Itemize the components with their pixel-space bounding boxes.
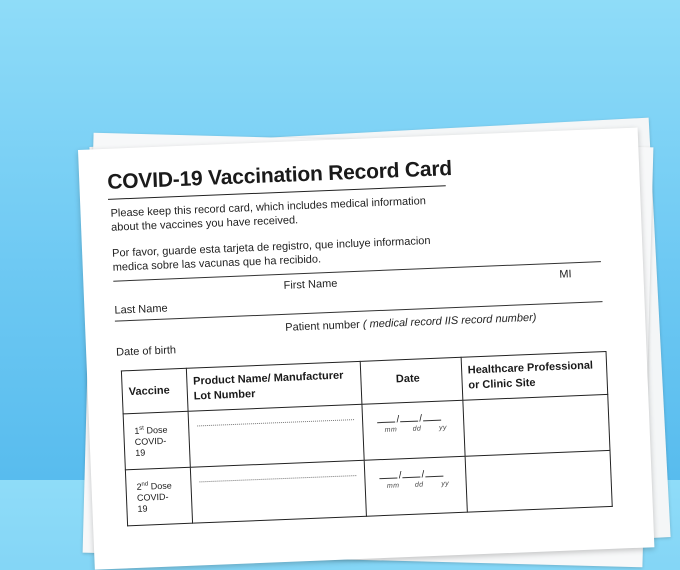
dose-ordinal: 2 bbox=[136, 481, 142, 492]
date-slash: / bbox=[398, 470, 402, 482]
mi-label: MI bbox=[559, 268, 572, 281]
header-vaccine-text: Vaccine bbox=[128, 384, 170, 399]
header-product-text bbox=[187, 362, 362, 411]
yy-label: yy bbox=[438, 424, 447, 432]
vaccination-record-card bbox=[78, 128, 654, 570]
header-provider bbox=[461, 351, 608, 400]
date-slash: / bbox=[419, 413, 423, 425]
header-product bbox=[186, 361, 362, 411]
instructions-english: Please keep this record card, which includes medical information about the vaccines you have received. bbox=[110, 195, 427, 234]
instructions-spanish: Por favor, guarde esta tarjeta de registro, que incluye informacion medica sobre las vacunas que ha recibido. bbox=[111, 234, 431, 274]
dotted-line bbox=[197, 419, 355, 426]
dose-ordinal-suffix: st bbox=[139, 425, 145, 432]
provider-cell[interactable] bbox=[462, 394, 610, 456]
date-entry bbox=[363, 401, 464, 443]
header-date-text: Date bbox=[395, 372, 420, 386]
header-product-line1: Product Name/ Manufacturer bbox=[192, 369, 344, 388]
header-provider-line1: Healthcare Professional bbox=[467, 359, 594, 377]
date-slash: / bbox=[421, 469, 425, 481]
patient-number-note: ( medical record IIS record number) bbox=[362, 311, 537, 331]
header-provider-text bbox=[461, 352, 607, 400]
day-blank bbox=[402, 467, 420, 479]
dotted-line bbox=[199, 475, 357, 482]
header-provider-line2: or Clinic Site bbox=[468, 376, 536, 392]
date-format-labels bbox=[380, 480, 465, 490]
first-name-label: First Name bbox=[283, 277, 338, 292]
date-cell[interactable] bbox=[365, 456, 467, 516]
header-product-line2: Lot Number bbox=[193, 388, 256, 403]
header-vaccine bbox=[121, 368, 187, 414]
date-entry bbox=[365, 457, 466, 499]
mm-label: mm bbox=[386, 482, 400, 490]
dose-ordinal: 1 bbox=[134, 425, 140, 436]
day-blank bbox=[400, 411, 418, 423]
year-blank bbox=[425, 466, 443, 478]
date-of-birth-label: Date of birth bbox=[115, 344, 177, 359]
dose-label bbox=[124, 412, 190, 470]
dose-word: Dose bbox=[146, 424, 168, 436]
dd-label: dd bbox=[412, 425, 422, 433]
date-slash: / bbox=[396, 414, 400, 426]
mm-label: mm bbox=[384, 426, 398, 434]
month-blank bbox=[377, 411, 395, 423]
dose-cell bbox=[123, 411, 190, 470]
provider-cell[interactable] bbox=[465, 450, 613, 512]
patient-number-text: Patient number bbox=[285, 318, 361, 334]
last-name-label: Last Name bbox=[114, 302, 168, 317]
vaccine-table bbox=[121, 351, 613, 526]
dose-vaccine: COVID- 19 bbox=[136, 491, 169, 514]
dose-label bbox=[126, 468, 192, 526]
product-cell[interactable] bbox=[190, 460, 367, 523]
dose-word: Dose bbox=[150, 480, 172, 492]
header-date bbox=[361, 357, 463, 404]
dose-cell bbox=[125, 467, 192, 526]
card-title: COVID-19 Vaccination Record Card bbox=[106, 157, 453, 194]
date-cell[interactable] bbox=[362, 400, 464, 460]
dose-ordinal-suffix: nd bbox=[141, 481, 149, 488]
dose-vaccine: COVID- 19 bbox=[134, 435, 167, 458]
yy-label: yy bbox=[441, 480, 450, 488]
patient-number-label bbox=[285, 312, 537, 334]
month-blank bbox=[379, 467, 397, 479]
dd-label: dd bbox=[414, 481, 424, 489]
product-cell[interactable] bbox=[188, 404, 365, 467]
date-format-labels bbox=[378, 424, 463, 434]
year-blank bbox=[423, 410, 441, 422]
